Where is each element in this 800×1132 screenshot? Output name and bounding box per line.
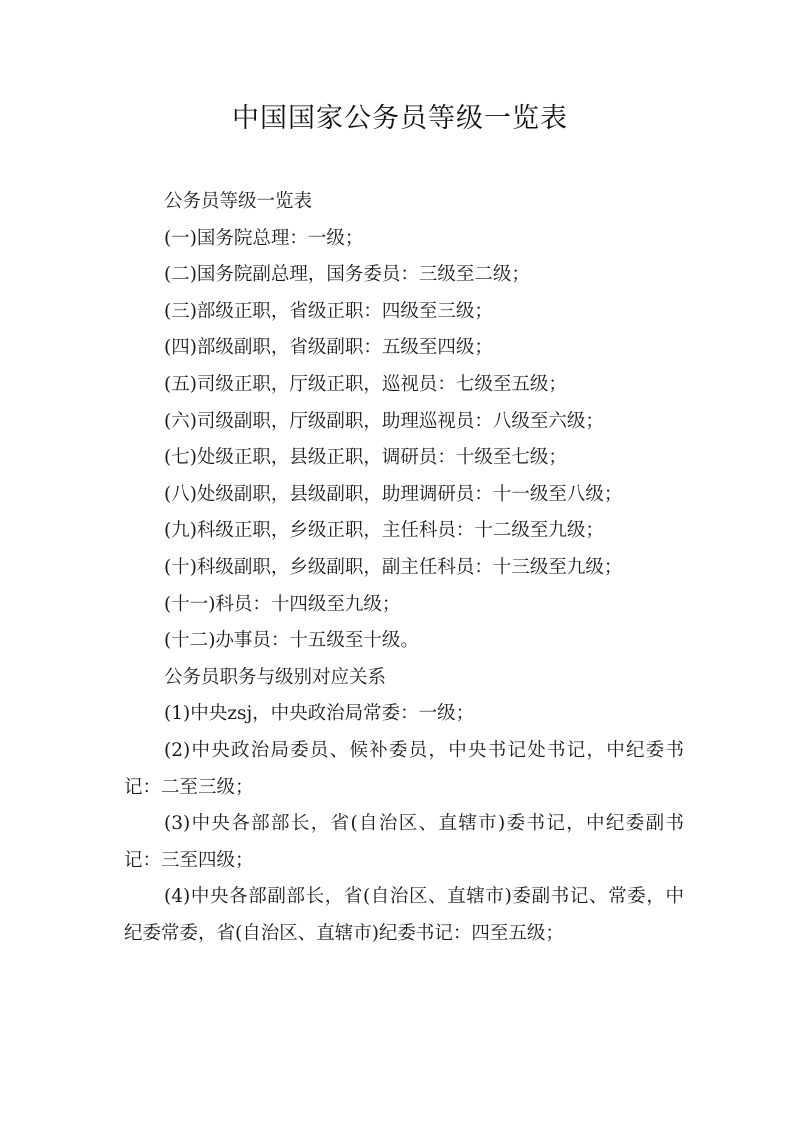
paragraph-3: (二)国务院副总理，国务委员：三级至二级； [164, 264, 530, 286]
paragraph-9: (八)处级副职，县级副职，助理调研员：十一级至八级； [164, 483, 623, 505]
paragraph-4: (三)部级正职，省级正职：四级至三级； [164, 300, 493, 322]
paragraph-10: (九)科级正职，乡级正职，主任科员：十二级至九级； [164, 520, 604, 542]
paragraph-14: 公务员职务与级别对应关系 [164, 666, 387, 688]
paragraph-2: (一)国务院总理：一级； [164, 227, 364, 249]
paragraph-6: (五)司级正职，厅级正职，巡视员：七级至五级； [164, 373, 567, 395]
paragraph-15: (1)中央zsj，中央政治局常委：一级； [164, 703, 475, 725]
paragraph-18: (4)中央各部副部长，省(自治区、直辖市)委副书记、常委，中纪委常委，省(自治区、直辖市)纪委书记：四至五级； [124, 886, 684, 944]
paragraph-12: (十一)科员：十四级至九级； [164, 593, 401, 615]
paragraph-5: (四)部级副职，省级副职：五级至四级； [164, 337, 493, 359]
paragraph-1: 公务员等级一览表 [164, 191, 313, 212]
paragraph-8: (七)处级正职，县级正职，调研员：十级至七级； [164, 447, 567, 469]
paragraph-16: (2)中央政治局委员、候补委员，中央书记处书记，中纪委书记：二至三级； [124, 739, 684, 798]
document-body [124, 184, 684, 952]
document-title: 中国国家公务员等级一览表 [232, 103, 568, 134]
paragraph-7: (六)司级副职，厅级副职，助理巡视员：八级至六级； [164, 410, 604, 432]
paragraph-13: (十二)办事员：十五级至十级。 [164, 630, 419, 652]
paragraph-17: (3)中央各部部长，省(自治区、直辖市)委书记，中纪委副书记：三至四级； [124, 813, 684, 871]
paragraph-11: (十)科级副职，乡级副职，副主任科员：十三级至九级； [164, 556, 623, 578]
